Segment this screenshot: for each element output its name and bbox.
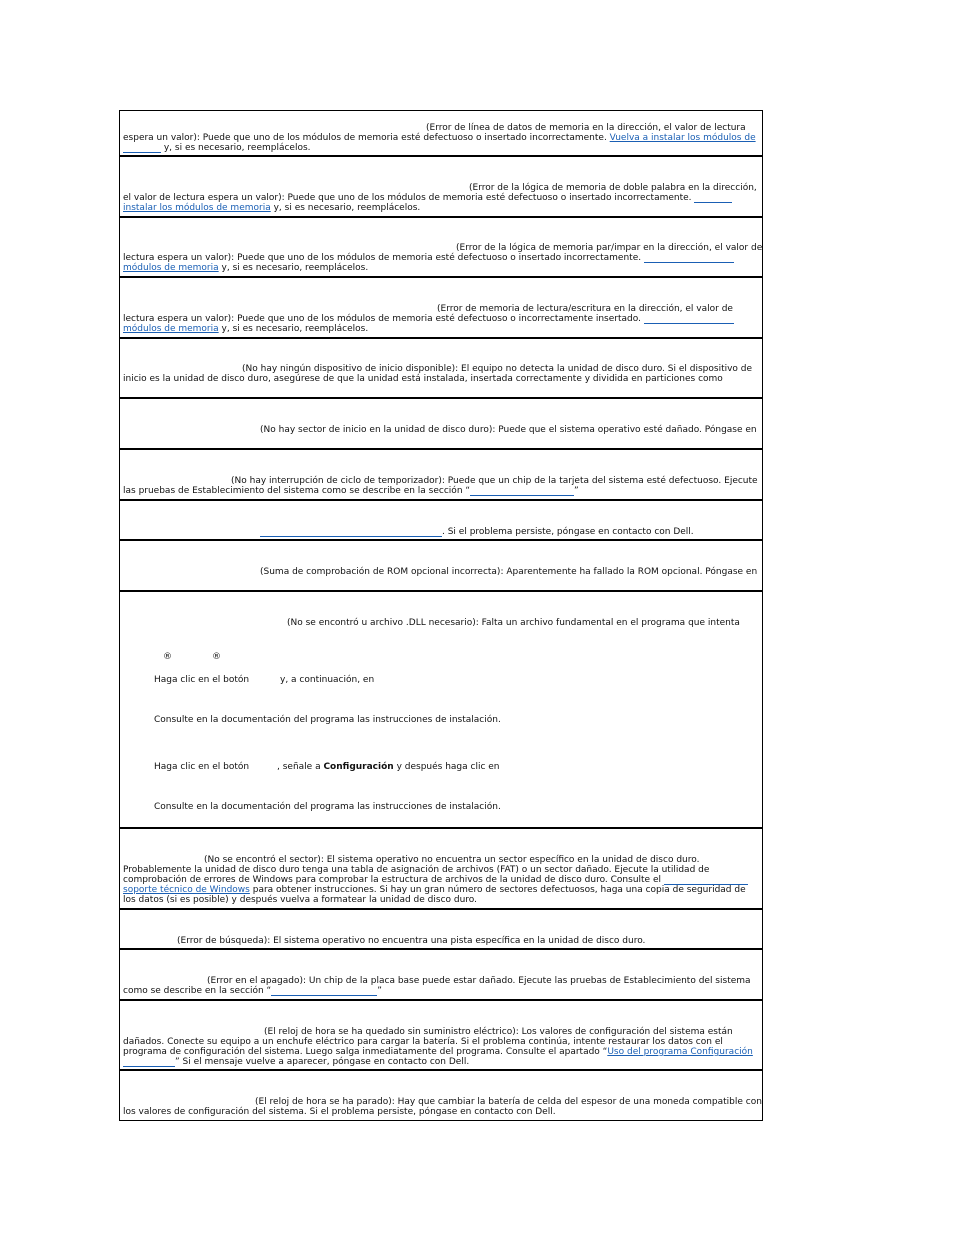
windows-support-link[interactable]: soporte técnico de Windows (123, 885, 250, 895)
registered-mark: ® (163, 652, 172, 662)
row-lead: (Error de memoria de lectura/escritura en la dirección, el valor de (437, 304, 733, 314)
link-start[interactable] (644, 253, 734, 263)
reinstall-memory-link[interactable]: módulos de memoria (123, 324, 219, 334)
table-row (120, 827, 762, 908)
row-text: comprobación de errores de Windows para comprobar la estructura de archivos de la unidad de disco duro. Consulte el (123, 875, 661, 885)
step-text: Consulte en la documentación del programa las instrucciones de instalación. (154, 802, 501, 812)
row-lead: (Error en el apagado): Un chip de la placa base puede estar dañado. Ejecute las pruebas de Establecimiento del sistema (207, 976, 751, 986)
row-after: . Si el problema persiste, póngase en contacto con Dell. (442, 527, 694, 537)
settings-label: Configuración (323, 762, 394, 772)
setup-program-link[interactable]: Uso del programa Configuración (607, 1047, 753, 1057)
table-row (120, 590, 762, 827)
table-row: (Error en el apagado): Un chip de la placa base puede estar dañado. Ejecute las pruebas de Establecimiento del sistema como se describe en la sección “ ” (120, 948, 762, 999)
step-text: Haga clic en el botón (154, 675, 250, 685)
row-after: y, si es necesario, reemplácelos. (161, 143, 311, 153)
row-text: lectura espera un valor): Puede que uno de los módulos de memoria esté defectuoso o insertado incorrectamente. (123, 253, 644, 263)
step-text: , señale a (277, 762, 324, 772)
table-row (120, 155, 762, 216)
row-lead: (Error de línea de datos de memoria en la dirección, el valor de lectura (426, 123, 746, 133)
reinstall-memory-link[interactable]: módulos de memoria (123, 263, 219, 273)
row-lead: (No se encontró el sector): El sistema operativo no encuentra un sector específico en la unidad de disco duro. (204, 855, 700, 865)
row-lead: (No hay interrupción de ciclo de temporizador): Puede que un chip de la tarjeta del sistema esté defectuoso. Ejecute (231, 476, 758, 486)
table-row (120, 908, 762, 948)
section-link[interactable] (470, 486, 574, 496)
table-row: (No hay interrupción de ciclo de temporizador): Puede que un chip de la tarjeta del sistema esté defectuoso. Ejecute las pruebas de Establecimiento del sistema como se describe en la sección “ ” (120, 448, 762, 499)
row-text: los valores de configuración del sistema. Si el problema persiste, póngase en contacto con Dell. (123, 1107, 556, 1117)
row-lead: (Error de la lógica de memoria de doble palabra en la dirección, (469, 183, 757, 193)
step-text: y, a continuación, en (280, 675, 375, 685)
row-text: programa de configuración del sistema. Luego salga inmediatamente del programa. Consulte el apartado “ (123, 1047, 608, 1057)
table-row (120, 397, 762, 448)
step-text: Haga clic en el botón (154, 762, 250, 772)
link-start[interactable] (664, 875, 748, 885)
reference-link[interactable] (260, 527, 442, 537)
row-text: las pruebas de Establecimiento del sistema como se describe en la sección “ (123, 486, 471, 496)
link-continuation[interactable] (123, 1057, 175, 1067)
link-start[interactable] (694, 193, 732, 203)
reinstall-memory-link[interactable]: Vuelva a instalar los módulos de (609, 133, 756, 143)
link-start[interactable] (644, 314, 734, 324)
step-text: y después haga clic en (393, 762, 500, 772)
row-text: lectura espera un valor): Puede que uno de los módulos de memoria esté defectuoso o incorrectamente insertado. (123, 314, 644, 324)
row-lead: (Error de la lógica de memoria par/impar en la dirección, el valor de (456, 243, 763, 253)
reinstall-memory-link[interactable]: instalar los módulos de memoria (123, 203, 271, 213)
row-lead: (El reloj de hora se ha quedado sin suministro eléctrico): Los valores de configuración del sistema están (264, 1027, 733, 1037)
row-lead: (El reloj de hora se ha parado): Hay que cambiar la batería de celda del espesor de una moneda compatible con (255, 1097, 762, 1107)
row-after: ” Si el mensaje vuelve a aparecer, póngase en contacto con Dell. (175, 1057, 470, 1067)
row-lead: (Error de búsqueda): El sistema operativo no encuentra una pista específica en la unidad de disco duro. (177, 936, 646, 946)
row-text: para obtener instrucciones. Si hay un gran número de sectores defectuosos, haga una copia de seguridad de (249, 885, 746, 895)
table-row (120, 276, 762, 337)
row-text: dañados. Conecte su equipo a un enchufe eléctrico para cargar la batería. Si el problema continúa, intente restaurar los datos con el (123, 1037, 723, 1047)
section-link[interactable] (271, 986, 377, 996)
table-row (120, 337, 762, 397)
row-after: y, si es necesario, reemplácelos. (218, 263, 369, 273)
row-text: el valor de lectura espera un valor): Puede que uno de los módulos de memoria esté defectuoso o insertado incorrectamente. (123, 193, 695, 203)
row-after: y, si es necesario, reemplácelos. (270, 203, 421, 213)
row-after: y, si es necesario, reemplácelos. (218, 324, 369, 334)
row-lead: (No se encontró u archivo .DLL necesario): Falta un archivo fundamental en el programa que intenta (287, 618, 740, 628)
row-text: como se describe en la sección “ (123, 986, 272, 996)
table-row (120, 216, 762, 276)
row-lead: (No hay ningún dispositivo de inicio disponible): El equipo no detecta la unidad de disco duro. Si el dispositivo de (242, 364, 753, 374)
row-lead: (Suma de comprobación de ROM opcional incorrecta): Aparentemente ha fallado la ROM opcional. Póngase en (260, 567, 758, 577)
row-text: los datos (si es posible) y después vuelva a formatear la unidad de disco duro. (123, 895, 478, 905)
table-row (120, 110, 762, 155)
row-text: Probablemente la unidad de disco duro tenga una tabla de asignación de archivos (FAT) o un sector dañado. Ejecute la utilidad de (123, 865, 710, 875)
link-continuation[interactable] (123, 143, 161, 153)
error-messages-table (119, 110, 763, 1121)
row-lead: (No hay sector de inicio en la unidad de disco duro): Puede que el sistema operativo esté dañado. Póngase en (260, 425, 757, 435)
table-row (120, 499, 762, 539)
row-text: espera un valor): Puede que uno de los módulos de memoria esté defectuoso o insertado incorrectamente. (123, 133, 610, 143)
table-row (120, 1069, 762, 1120)
table-row (120, 999, 762, 1069)
registered-mark: ® (212, 652, 221, 662)
step-text: Consulte en la documentación del programa las instrucciones de instalación. (154, 715, 501, 725)
row-text: inicio es la unidad de disco duro, asegúrese de que la unidad está instalada, insertada correctamente y dividida en particiones como (123, 374, 723, 384)
table-row (120, 539, 762, 590)
